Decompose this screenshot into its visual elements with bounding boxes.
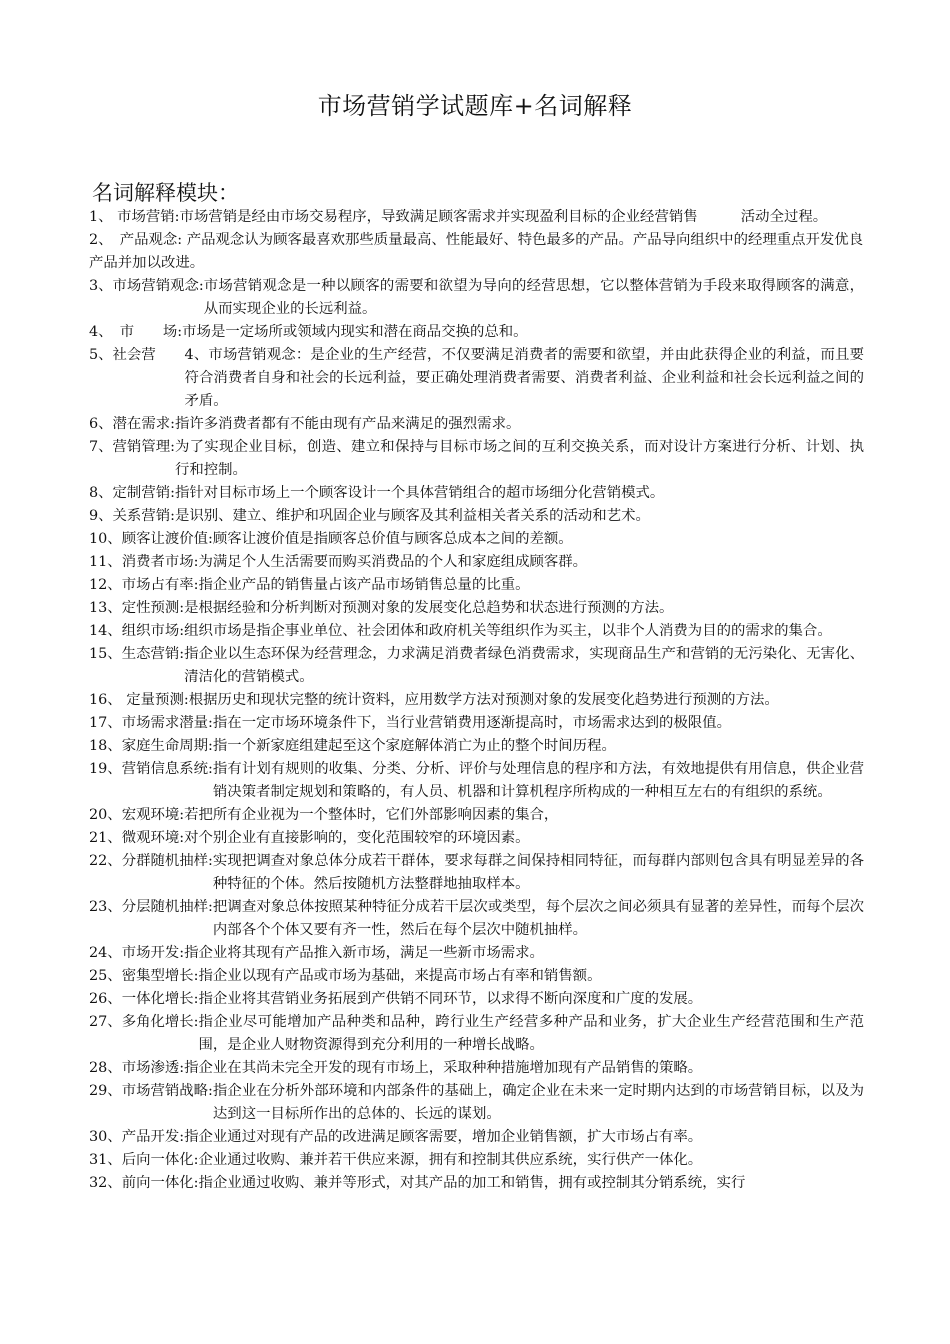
definition-entry [89,528,864,551]
term-definition: 市场是一定场所或领域内现实和潜在商品交换的总和。 [182,324,528,340]
definition-entry [89,321,864,344]
term-label: 4、 市 场: [89,324,183,340]
term-definition: 市场营销是经由市场交易程序，导致满足顾客需求并实现盈利目标的企业经营销售 活动全过程。 [179,209,828,225]
term-definition: 指有计划有规则的收集、分类、分析、评价与处理信息的程序和方法，有效地提供有用信息，供企业营销决策者制定规划和策略的，有人员、机器和计算机程序所构成的一种相互左右的有组织的系统。 [212,761,864,800]
term-label: 7、营销管理: [89,439,175,455]
term-label: 17、市场需求潜量: [89,715,213,731]
definition-entry [89,413,864,436]
term-label: 5、社会营 [89,347,185,363]
term-definition: 指企业通过对现有产品的改进满足顾客需要，增加企业销售额，扩大市场占有率。 [184,1129,703,1145]
term-label: 21、微观环境: [89,830,185,846]
term-label: 24、市场开发: [89,945,185,961]
section-title: 名词解释模块： [92,181,239,205]
term-definition: 指针对目标市场上一个顾客设计一个具体营销组合的超市场细分化营销模式。 [174,485,665,501]
definition-entry [89,597,864,620]
definition-entry [89,206,864,229]
definition-entry [89,804,864,827]
term-label: 12、市场占有率: [89,577,199,593]
term-definition: 组织市场是指企事业单位、社会团体和政府机关等组织作为买主，以非个人消费为目的的需求的集合。 [184,623,832,639]
term-definition: 把调查对象总体按照某种特征分成若干层次或类型，每个层次之间必须具有显著的差异性，而每个层次内部各个个体又要有齐一性，然后在每个层次中随机抽样。 [212,899,864,938]
term-definition: 顾客让渡价值是指顾客总价值与顾客总成本之间的差额。 [212,531,573,547]
term-label: 22、分群随机抽样: [89,853,213,869]
term-definition: 指在一定市场环境条件下，当行业营销费用逐渐提高时，市场需求达到的极限值。 [212,715,731,731]
definition-entry [89,712,864,735]
definition-entry [89,827,864,850]
term-label: 9、关系营销: [89,508,175,524]
term-label: 29、市场营销战略: [89,1083,213,1099]
definition-entry [89,689,864,712]
term-definition: 指企业产品的销售量占该产品市场销售总量的比重。 [198,577,530,593]
term-label: 27、多角化增长: [89,1014,199,1030]
term-label: 28、市场渗透: [89,1060,185,1076]
term-label: 16、 定量预测: [89,692,189,708]
definition-entry [89,551,864,574]
term-definition: 产品观念认为顾客最喜欢那些质量最高、性能最好、特色最多的产品。产品导向组织中的经理重点开发优良产品并加以改进。 [89,232,864,271]
term-definition: 对个别企业有直接影响的，变化范围较窄的环境因素。 [184,830,530,846]
definition-entry [89,1149,864,1172]
term-label: 15、生态营销: [89,646,185,662]
term-definition: 指企业在分析外部环境和内部条件的基础上，确定企业在未来一定时期内达到的市场营销目标，以及为达到这一目标所作出的总体的、长远的谋划。 [212,1083,864,1122]
term-definition: 指企业通过收购、兼并等形式，对其产品的加工和销售，拥有或控制其分销系统，实行 [198,1175,746,1191]
document-title: 市场营销学试题库+名词解释 [317,92,633,120]
definition-entry [89,758,864,804]
definition-entry [89,1057,864,1080]
term-label: 30、产品开发: [89,1129,185,1145]
term-label: 1、 市场营销: [89,209,180,225]
term-label: 11、消费者市场: [89,554,199,570]
definition-entry [89,275,864,321]
term-label: 23、分层随机抽样: [89,899,213,915]
definition-entry [89,988,864,1011]
definition-entry [89,574,864,597]
term-label: 31、后向一体化: [89,1152,199,1168]
term-label: 10、顾客让渡价值: [89,531,213,547]
term-label: 20、宏观环境: [89,807,185,823]
term-label: 25、密集型增长: [89,968,199,984]
term-definition: 为满足个人生活需要而购买消费品的个人和家庭组成顾客群。 [198,554,588,570]
term-definition: 根据历史和现状完整的统计资料，应用数学方法对预测对象的发展变化趋势进行预测的方法。 [188,692,779,708]
term-definition: 若把所有企业视为一个整体时，它们外部影响因素的集合， [184,807,559,823]
definition-list [89,206,864,1195]
definition-entry [89,850,864,896]
definition-entry [89,1126,864,1149]
definition-entry [89,1011,864,1057]
term-label: 13、定性预测: [89,600,185,616]
term-definition: 是根据经验和分析判断对预测对象的发展变化总趋势和状态进行预测的方法。 [184,600,674,616]
definition-entry [89,482,864,505]
term-label: 18、家庭生命周期: [89,738,213,754]
term-definition: 指企业将其营销业务拓展到产供销不同环节，以求得不断向深度和广度的发展。 [198,991,703,1007]
definition-entry [89,344,864,413]
term-definition: 指企业将其现有产品推入新市场，满足一些新市场需求。 [184,945,544,961]
definition-entry [89,942,864,965]
definition-entry [89,505,864,528]
term-label: 6、潜在需求: [89,416,175,432]
term-definition: 企业通过收购、兼并若干供应来源，拥有和控制其供应系统，实行供产一体化。 [198,1152,703,1168]
term-definition: 指企业以现有产品或市场为基础，来提高市场占有率和销售额。 [198,968,602,984]
term-definition: 指企业在其尚未完全开发的现有市场上，采取种种措施增加现有产品销售的策略。 [184,1060,703,1076]
term-definition: 为了实现企业目标，创造、建立和保持与目标市场之间的互利交换关系，而对设计方案进行分析、计划、执行和控制。 [174,439,864,478]
term-definition: 指企业以生态环保为经营理念，力求满足消费者绿色消费需求，实现商品生产和营销的无污染化、无害化、清洁化的营销模式。 [184,646,864,685]
term-definition: 指一个新家庭组建起至这个家庭解体消亡为止的整个时间历程。 [212,738,616,754]
term-definition: 是识别、建立、维护和巩固企业与顾客及其利益相关者关系的活动和艺术。 [174,508,650,524]
term-label: 19、营销信息系统: [89,761,213,777]
term-definition: 指许多消费者都有不能由现有产品来满足的强烈需求。 [174,416,521,432]
definition-entry [89,643,864,689]
term-label: 8、定制营销: [89,485,175,501]
term-definition: 4、市场营销观念：是企业的生产经营，不仅要满足消费者的需要和欲望，并由此获得企业的利益，而且要符合消费者自身和社会的长远利益，要正确处理消费者需要、消费者利益、企业利益和社会长远利益之间的矛盾。 [184,347,864,409]
definition-entry [89,620,864,643]
term-definition: 指企业尽可能增加产品种类和品种，跨行业生产经营多种产品和业务，扩大企业生产经营范围和生产范围，是企业人财物资源得到充分利用的一种增长战略。 [198,1014,864,1053]
definition-entry [89,1172,864,1195]
definition-entry [89,965,864,988]
definition-entry [89,229,864,275]
term-definition: 市场营销观念是一种以顾客的需要和欲望为导向的经营思想，它以整体营销为手段来取得顾客的满意，从而实现企业的长远利益。 [203,278,864,317]
definition-entry [89,1080,864,1126]
term-label: 32、前向一体化: [89,1175,199,1191]
definition-entry [89,896,864,942]
term-label: 3、市场营销观念: [89,278,204,294]
term-definition: 实现把调查对象总体分成若干群体，要求每群之间保持相同特征，而每群内部则包含具有明显差异的各种特征的个体。然后按随机方法整群地抽取样本。 [212,853,864,892]
definition-entry [89,735,864,758]
term-label: 26、一体化增长: [89,991,199,1007]
term-label: 14、组织市场: [89,623,185,639]
definition-entry [89,436,864,482]
term-label: 2、 产品观念: [89,232,183,248]
